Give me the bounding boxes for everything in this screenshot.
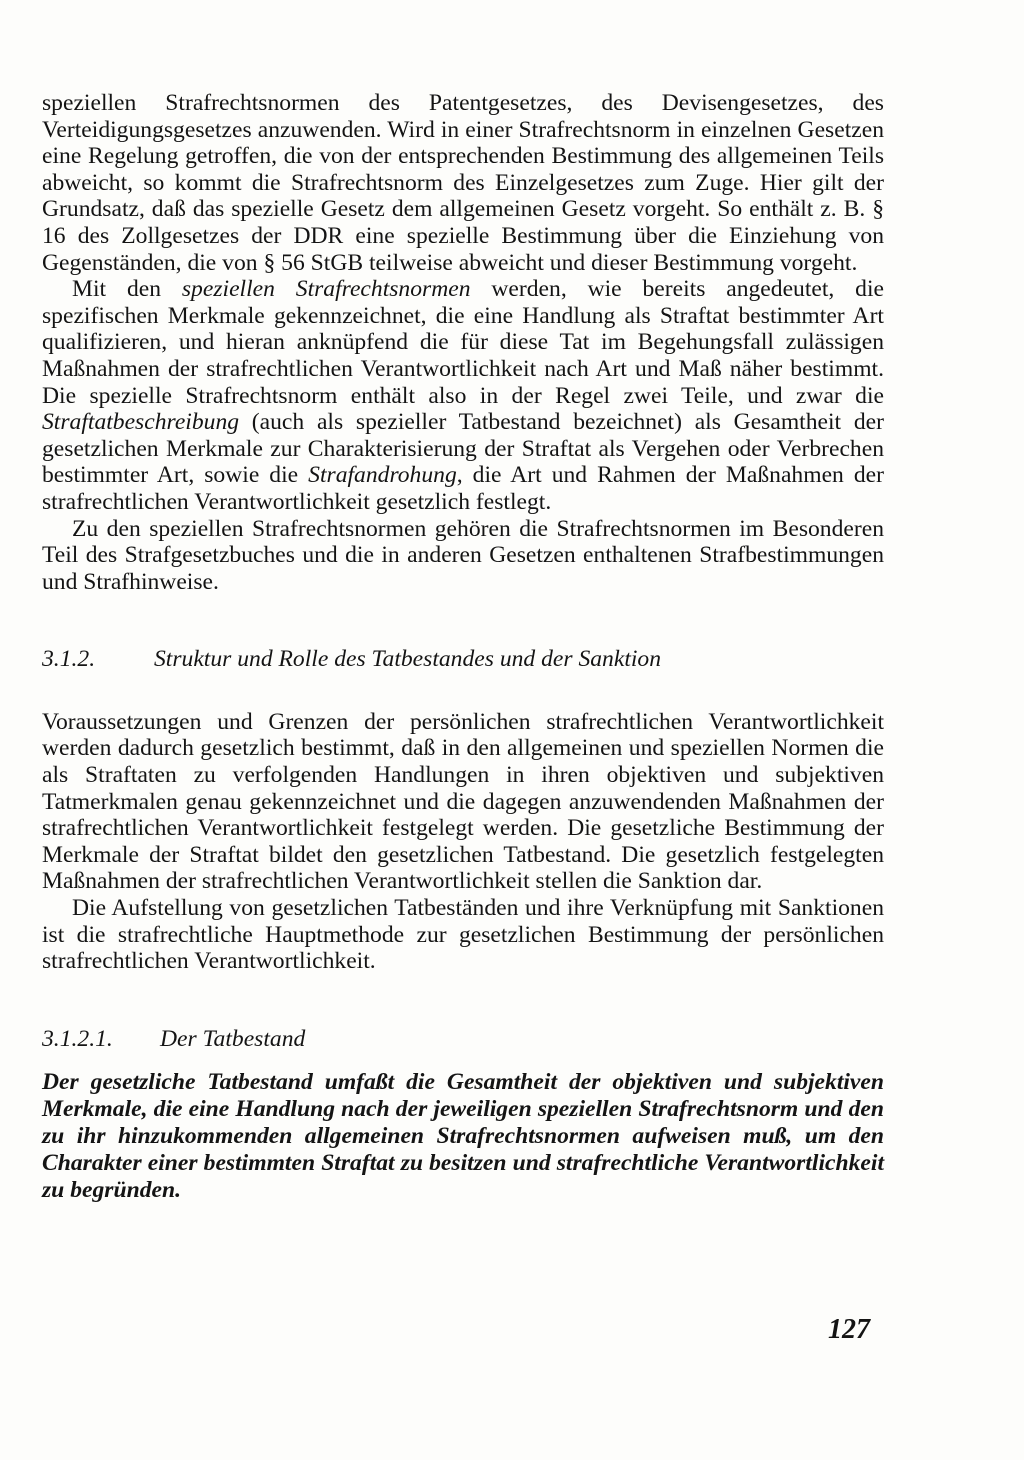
text-run: Zu den speziellen Strafrechtsnormen gehören die Strafrechtsnormen im Besonderen Teil des Strafgesetzbuches und die in anderen Gesetzen enthaltenen Strafbestimmungen und Strafhinweise. — [42, 515, 884, 595]
text-run: , die Art und Rahmen der Maßnahmen der strafrechtlichen Verantwortlichkeit gesetzlich festlegt. — [42, 462, 884, 515]
section-number: 3.1.2. — [42, 646, 96, 673]
paragraph-special-norms-definition — [42, 276, 884, 515]
subsection-title: Der Tatbestand — [160, 1025, 306, 1052]
emphasized-term: Straftatbeschreibung — [42, 409, 240, 436]
paragraph-special-norms-scope — [42, 516, 884, 596]
paragraph-special-norms-intro — [42, 90, 884, 276]
text-run: (auch als spezieller Tatbestand bezeichnet) als Gesamtheit der gesetzlichen Merkmale zur Charakterisierung der Straftat als Vergehen oder Verbrechen bestimmter Art, sowie die — [42, 409, 884, 489]
text-run: werden, wie bereits angedeutet, die spezifischen Merkmale gekennzeichnet, die eine Handlung als Straftat bestimmter Art qualifizieren, und hieran anknüpfend die für diese Tat im Begehungsfall zulässigen Maßnahmen der strafrechtlichen Verantwortlichkeit nach Art und Maß näher bestimmt. Die spezielle Strafrechtsnorm enthält also in der Regel zwei Teile, und zwar die — [42, 276, 884, 409]
paragraph-tatbestand-sanktion — [42, 709, 884, 895]
emphasized-term: Strafandrohung — [308, 462, 457, 489]
section-heading-3-1-2 — [42, 646, 884, 673]
text-run: Die Aufstellung von gesetzlichen Tatbeständen und ihre Verknüpfung mit Sanktionen ist die strafrechtliche Hauptmethode zur gesetzlichen Bestimmung der persönlichen strafrechtlichen Verantwortlichkeit. — [42, 895, 884, 975]
subsection-number: 3.1.2.1. — [42, 1025, 113, 1052]
definition-tatbestand: Der gesetzliche Tatbestand umfaßt die Gesamtheit der objektiven und subjektiven Merkmale, die eine Handlung nach der jeweiligen speziellen Strafrechtsnorm und den zu ihr hinzukommenden allgemeinen Strafrechtsnormen aufweisen muß, um den Charakter einer bestimmten Straftat zu besitzen und strafrechtliche Verantwortlichkeit zu begründen. — [42, 1069, 884, 1204]
emphasized-term: speziellen Strafrechtsnormen — [181, 276, 471, 303]
paragraph-hauptmethode — [42, 895, 884, 975]
text-run: Voraussetzungen und Grenzen der persönlichen strafrechtlichen Verantwortlichkeit werden dadurch gesetzlich bestimmt, daß in den allgemeinen und speziellen Normen die als Straftaten zu verfolgenden Handlungen in ihren objektiven und subjektiven Tatmerkmalen genau gekennzeichnet und die dagegen anzuwendenden Maßnahmen der strafrechtlichen Verantwortlichkeit festgelegt werden. Die gesetzliche Bestimmung der Merkmale der Straftat bildet den gesetzlichen Tatbestand. Die gesetzlich festgelegten Maßnahmen der strafrechtlichen Verantwortlichkeit stellen die Sanktion dar. — [42, 708, 884, 895]
subsection-heading-3-1-2-1 — [42, 1026, 884, 1053]
page-body — [42, 90, 884, 1204]
text-run: Mit den — [72, 276, 182, 303]
page-number: 127 — [828, 1314, 870, 1345]
text-run: speziellen Strafrechtsnormen des Patentgesetzes, des Devisengesetzes, des Verteidigungsgesetzes anzuwenden. Wird in einer Strafrechtsnorm in einzelnen Gesetzen eine Regelung getroffen, die von der entsprechenden Bestimmung des allgemeinen Teils abweicht, so kommt die Strafrechtsnorm des Einzelgesetzes zum Zuge. Hier gilt der Grundsatz, daß das spezielle Gesetz dem allgemeinen Gesetz vorgeht. So enthält z. B. § 16 des Zollgesetzes der DDR eine spezielle Bestimmung über die Einziehung von Gegenständen, die von § 56 StGB teilweise abweicht und dieser Bestimmung vorgeht. — [42, 90, 884, 276]
section-title: Struktur und Rolle des Tatbestandes und der Sanktion — [154, 646, 662, 673]
